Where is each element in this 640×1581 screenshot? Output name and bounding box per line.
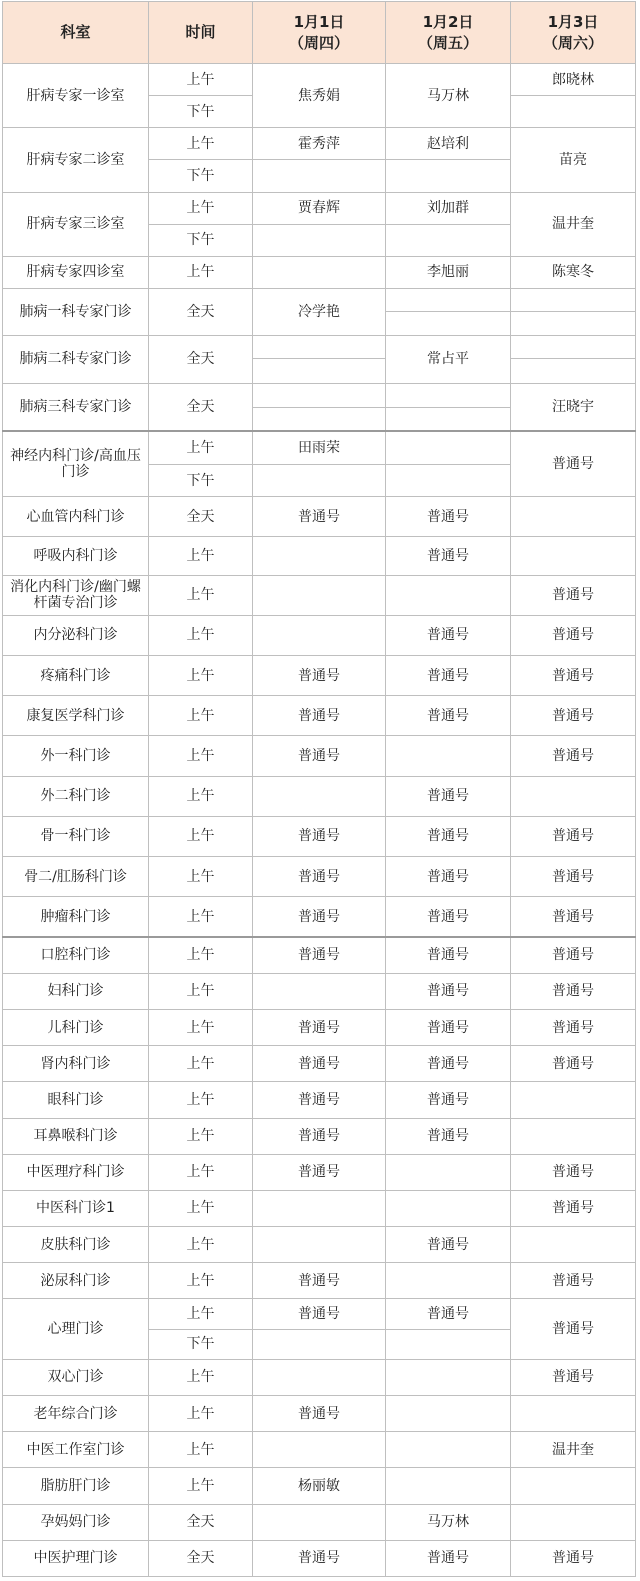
day1-cell: 冷学艳: [253, 289, 386, 336]
table-row: [3, 1118, 636, 1154]
day2-cell: 普通号: [386, 1299, 511, 1329]
day2-cell: 普通号: [386, 1227, 511, 1263]
header-day2-date: 1月2日: [422, 13, 474, 32]
table-row: [3, 336, 636, 359]
day2-cell: 普通号: [386, 937, 511, 973]
time-cell: 全天: [149, 1540, 253, 1576]
table-row: [3, 656, 636, 696]
day2-cell: [386, 1154, 511, 1190]
day3-cell: 郎晓林: [511, 64, 636, 96]
day3-cell: 普通号: [511, 1009, 636, 1045]
table-row: [3, 1468, 636, 1504]
day2-cell: [386, 1395, 511, 1431]
day1-cell: [253, 537, 386, 575]
day3-cell: 普通号: [511, 1540, 636, 1576]
day2-cell: [386, 224, 511, 256]
time-cell: 上午: [149, 656, 253, 696]
day1-cell: 普通号: [253, 857, 386, 897]
day3-cell: 普通号: [511, 1359, 636, 1395]
day1-cell: [253, 224, 386, 256]
header-day3-week: （周六）: [542, 33, 603, 52]
dept-cell: 脂肪肝门诊: [3, 1468, 149, 1504]
day3-cell: 普通号: [511, 973, 636, 1009]
dept-cell: 肺病二科专家门诊: [3, 336, 149, 383]
day1-cell: [253, 1227, 386, 1263]
dept-cell: 骨一科门诊: [3, 816, 149, 856]
time-cell: 上午: [149, 1263, 253, 1299]
time-cell: 全天: [149, 289, 253, 336]
table-row: [3, 1504, 636, 1540]
dept-cell: 康复医学科门诊: [3, 696, 149, 736]
day3-cell: 汪晓宇: [511, 383, 636, 431]
day2-cell: 普通号: [386, 857, 511, 897]
day2-cell: [386, 1359, 511, 1395]
day3-cell: 普通号: [511, 937, 636, 973]
day1-cell: [253, 465, 386, 497]
dept-cell: 肝病专家二诊室: [3, 128, 149, 192]
time-cell: 全天: [149, 497, 253, 537]
day3-cell: 普通号: [511, 431, 636, 496]
dept-cell: 肿瘤科门诊: [3, 897, 149, 937]
day1-cell: [253, 383, 386, 407]
table-row: [3, 575, 636, 615]
day2-cell: 普通号: [386, 816, 511, 856]
time-cell: 上午: [149, 857, 253, 897]
table-row: [3, 1540, 636, 1576]
table-row: [3, 256, 636, 288]
table-row: [3, 816, 636, 856]
day3-cell: [511, 497, 636, 537]
day2-cell: [386, 160, 511, 192]
header-dept: 科室: [3, 2, 149, 64]
day2-cell: [386, 1432, 511, 1468]
time-cell: 上午: [149, 937, 253, 973]
day1-cell: 普通号: [253, 816, 386, 856]
dept-cell: 孕妈妈门诊: [3, 1504, 149, 1540]
day3-cell: 普通号: [511, 857, 636, 897]
dept-cell: 眼科门诊: [3, 1082, 149, 1118]
dept-cell: 肝病专家一诊室: [3, 64, 149, 128]
time-cell: 上午: [149, 1468, 253, 1504]
day1-cell: 普通号: [253, 1154, 386, 1190]
day3-cell: 普通号: [511, 1154, 636, 1190]
time-cell: 上午: [149, 897, 253, 937]
header-day1-week: （周四）: [288, 33, 349, 52]
day3-cell: 普通号: [511, 736, 636, 776]
table-row: [3, 192, 636, 224]
day2-cell: [386, 575, 511, 615]
day2-cell: 常占平: [386, 336, 511, 383]
day1-cell: [253, 776, 386, 816]
table-row: [3, 497, 636, 537]
day1-cell: 普通号: [253, 1046, 386, 1082]
dept-cell: 外一科门诊: [3, 736, 149, 776]
table-row: [3, 973, 636, 1009]
header-day1-date: 1月1日: [293, 13, 345, 32]
time-cell: 全天: [149, 336, 253, 383]
day3-cell: 普通号: [511, 897, 636, 937]
dept-cell: 肝病专家三诊室: [3, 192, 149, 256]
table-row: [3, 1190, 636, 1226]
day2-cell: [386, 407, 511, 431]
dept-cell: 皮肤科门诊: [3, 1227, 149, 1263]
dept-cell: 骨二/肛肠科门诊: [3, 857, 149, 897]
dept-cell: 内分泌科门诊: [3, 615, 149, 655]
table-row: [3, 1227, 636, 1263]
day3-cell: [511, 537, 636, 575]
day2-cell: 普通号: [386, 897, 511, 937]
day2-cell: 普通号: [386, 615, 511, 655]
table-row: [3, 937, 636, 973]
day1-cell: 普通号: [253, 1118, 386, 1154]
table-row: [3, 696, 636, 736]
table-row: [3, 289, 636, 312]
dept-cell: 消化内科门诊/幽门螺杆菌专治门诊: [3, 575, 149, 615]
day3-cell: [511, 1118, 636, 1154]
day2-cell: 普通号: [386, 1118, 511, 1154]
day2-cell: 马万林: [386, 1504, 511, 1540]
day3-cell: 陈寒冬: [511, 256, 636, 288]
day3-cell: [511, 336, 636, 359]
dept-cell: 心理门诊: [3, 1299, 149, 1359]
table-row: [3, 537, 636, 575]
day2-cell: 普通号: [386, 776, 511, 816]
time-cell: 上午: [149, 973, 253, 1009]
day1-cell: 普通号: [253, 897, 386, 937]
day3-cell: 普通号: [511, 696, 636, 736]
day3-cell: [511, 1504, 636, 1540]
time-cell: 下午: [149, 224, 253, 256]
day1-cell: [253, 1190, 386, 1226]
dept-cell: 肾内科门诊: [3, 1046, 149, 1082]
day3-cell: [511, 1468, 636, 1504]
time-cell: 下午: [149, 160, 253, 192]
day1-cell: 田雨荣: [253, 431, 386, 464]
time-cell: 上午: [149, 1190, 253, 1226]
day1-cell: 普通号: [253, 1082, 386, 1118]
day1-cell: 普通号: [253, 736, 386, 776]
day1-cell: 普通号: [253, 497, 386, 537]
time-cell: 全天: [149, 1504, 253, 1540]
dept-cell: 疼痛科门诊: [3, 656, 149, 696]
dept-cell: 肝病专家四诊室: [3, 256, 149, 288]
time-cell: 上午: [149, 1009, 253, 1045]
dept-cell: 泌尿科门诊: [3, 1263, 149, 1299]
day3-cell: [511, 1082, 636, 1118]
day3-cell: [511, 312, 636, 336]
table-row: [3, 1082, 636, 1118]
day2-cell: 普通号: [386, 497, 511, 537]
table-row: [3, 857, 636, 897]
header-day3-date: 1月3日: [547, 13, 599, 32]
time-cell: 全天: [149, 383, 253, 431]
day1-cell: 普通号: [253, 696, 386, 736]
day1-cell: [253, 615, 386, 655]
time-cell: 上午: [149, 431, 253, 464]
table-row: [3, 736, 636, 776]
day1-cell: [253, 973, 386, 1009]
time-cell: 上午: [149, 537, 253, 575]
dept-cell: 口腔科门诊: [3, 937, 149, 973]
dept-cell: 中医科门诊1: [3, 1190, 149, 1226]
day2-cell: 李旭丽: [386, 256, 511, 288]
day1-cell: [253, 336, 386, 359]
day2-cell: [386, 465, 511, 497]
time-cell: 上午: [149, 776, 253, 816]
day3-cell: [511, 359, 636, 383]
table-row: [3, 128, 636, 160]
table-row: [3, 897, 636, 937]
day2-cell: [386, 1329, 511, 1359]
day1-cell: 普通号: [253, 1263, 386, 1299]
time-cell: 上午: [149, 256, 253, 288]
table-row: [3, 1359, 636, 1395]
dept-cell: 中医护理门诊: [3, 1540, 149, 1576]
day1-cell: 普通号: [253, 1009, 386, 1045]
time-cell: 下午: [149, 1329, 253, 1359]
day2-cell: 普通号: [386, 1540, 511, 1576]
day2-cell: 刘加群: [386, 192, 511, 224]
dept-cell: 儿科门诊: [3, 1009, 149, 1045]
time-cell: 上午: [149, 736, 253, 776]
dept-cell: 外二科门诊: [3, 776, 149, 816]
day3-cell: [511, 1395, 636, 1431]
day2-cell: 普通号: [386, 1046, 511, 1082]
day2-cell: [386, 312, 511, 336]
header-day2-week: （周五）: [417, 33, 478, 52]
time-cell: 上午: [149, 1395, 253, 1431]
day1-cell: 霍秀萍: [253, 128, 386, 160]
dept-cell: 中医理疗科门诊: [3, 1154, 149, 1190]
table-row: [3, 615, 636, 655]
day2-cell: 普通号: [386, 973, 511, 1009]
header-day3: [511, 2, 636, 64]
time-cell: 下午: [149, 465, 253, 497]
day2-cell: [386, 383, 511, 407]
day3-cell: [511, 776, 636, 816]
time-cell: 上午: [149, 696, 253, 736]
header-day2: [386, 2, 511, 64]
table-row: [3, 1263, 636, 1299]
day2-cell: [386, 289, 511, 312]
dept-cell: 呼吸内科门诊: [3, 537, 149, 575]
time-cell: 上午: [149, 1118, 253, 1154]
header-day1: [253, 2, 386, 64]
table-row: [3, 1009, 636, 1045]
day1-cell: [253, 160, 386, 192]
day2-cell: [386, 736, 511, 776]
table-row: [3, 64, 636, 96]
table-row: [3, 1395, 636, 1431]
header-row: [3, 2, 636, 64]
day3-cell: 苗亮: [511, 128, 636, 192]
day2-cell: [386, 431, 511, 464]
dept-cell: 神经内科门诊/高血压门诊: [3, 431, 149, 496]
dept-cell: 妇科门诊: [3, 973, 149, 1009]
table-row: [3, 431, 636, 464]
day3-cell: 温井奎: [511, 192, 636, 256]
day1-cell: 杨丽敏: [253, 1468, 386, 1504]
day3-cell: [511, 96, 636, 128]
time-cell: 上午: [149, 615, 253, 655]
day3-cell: 普通号: [511, 1046, 636, 1082]
dept-cell: 中医工作室门诊: [3, 1432, 149, 1468]
day1-cell: [253, 1504, 386, 1540]
day2-cell: 普通号: [386, 1082, 511, 1118]
time-cell: 上午: [149, 192, 253, 224]
day1-cell: 普通号: [253, 1395, 386, 1431]
time-cell: 上午: [149, 816, 253, 856]
day1-cell: [253, 256, 386, 288]
day1-cell: [253, 1432, 386, 1468]
dept-cell: 肺病一科专家门诊: [3, 289, 149, 336]
day3-cell: 普通号: [511, 1190, 636, 1226]
day1-cell: 焦秀娟: [253, 64, 386, 128]
time-cell: 上午: [149, 1299, 253, 1329]
day1-cell: [253, 407, 386, 431]
time-cell: 上午: [149, 575, 253, 615]
day1-cell: 贾春辉: [253, 192, 386, 224]
day1-cell: 普通号: [253, 656, 386, 696]
day3-cell: 普通号: [511, 1299, 636, 1359]
time-cell: 上午: [149, 1227, 253, 1263]
table-row: [3, 776, 636, 816]
table-row: [3, 1154, 636, 1190]
day2-cell: 普通号: [386, 696, 511, 736]
day2-cell: 普通号: [386, 537, 511, 575]
table-row: [3, 1299, 636, 1329]
dept-cell: 双心门诊: [3, 1359, 149, 1395]
clinic-schedule-table: [2, 1, 636, 1577]
dept-cell: 老年综合门诊: [3, 1395, 149, 1431]
day3-cell: 普通号: [511, 615, 636, 655]
time-cell: 上午: [149, 1432, 253, 1468]
day3-cell: 普通号: [511, 575, 636, 615]
time-cell: 上午: [149, 1359, 253, 1395]
day2-cell: [386, 1468, 511, 1504]
day1-cell: [253, 1359, 386, 1395]
time-cell: 下午: [149, 96, 253, 128]
day3-cell: 普通号: [511, 816, 636, 856]
dept-cell: 心血管内科门诊: [3, 497, 149, 537]
day2-cell: 马万林: [386, 64, 511, 128]
day1-cell: [253, 575, 386, 615]
day2-cell: 普通号: [386, 1009, 511, 1045]
time-cell: 上午: [149, 1082, 253, 1118]
header-time: 时间: [149, 2, 253, 64]
day1-cell: 普通号: [253, 937, 386, 973]
day2-cell: 赵培利: [386, 128, 511, 160]
day2-cell: 普通号: [386, 656, 511, 696]
day3-cell: 普通号: [511, 656, 636, 696]
table-row: [3, 1046, 636, 1082]
day1-cell: [253, 1329, 386, 1359]
day2-cell: [386, 1263, 511, 1299]
day1-cell: 普通号: [253, 1299, 386, 1329]
time-cell: 上午: [149, 1046, 253, 1082]
time-cell: 上午: [149, 64, 253, 96]
day3-cell: [511, 289, 636, 312]
day3-cell: 温井奎: [511, 1432, 636, 1468]
day3-cell: 普通号: [511, 1263, 636, 1299]
day1-cell: [253, 359, 386, 383]
dept-cell: 耳鼻喉科门诊: [3, 1118, 149, 1154]
table-row: [3, 1432, 636, 1468]
time-cell: 上午: [149, 128, 253, 160]
table-row: [3, 383, 636, 407]
day1-cell: 普通号: [253, 1540, 386, 1576]
dept-cell: 肺病三科专家门诊: [3, 383, 149, 431]
day2-cell: [386, 1190, 511, 1226]
day3-cell: [511, 1227, 636, 1263]
time-cell: 上午: [149, 1154, 253, 1190]
